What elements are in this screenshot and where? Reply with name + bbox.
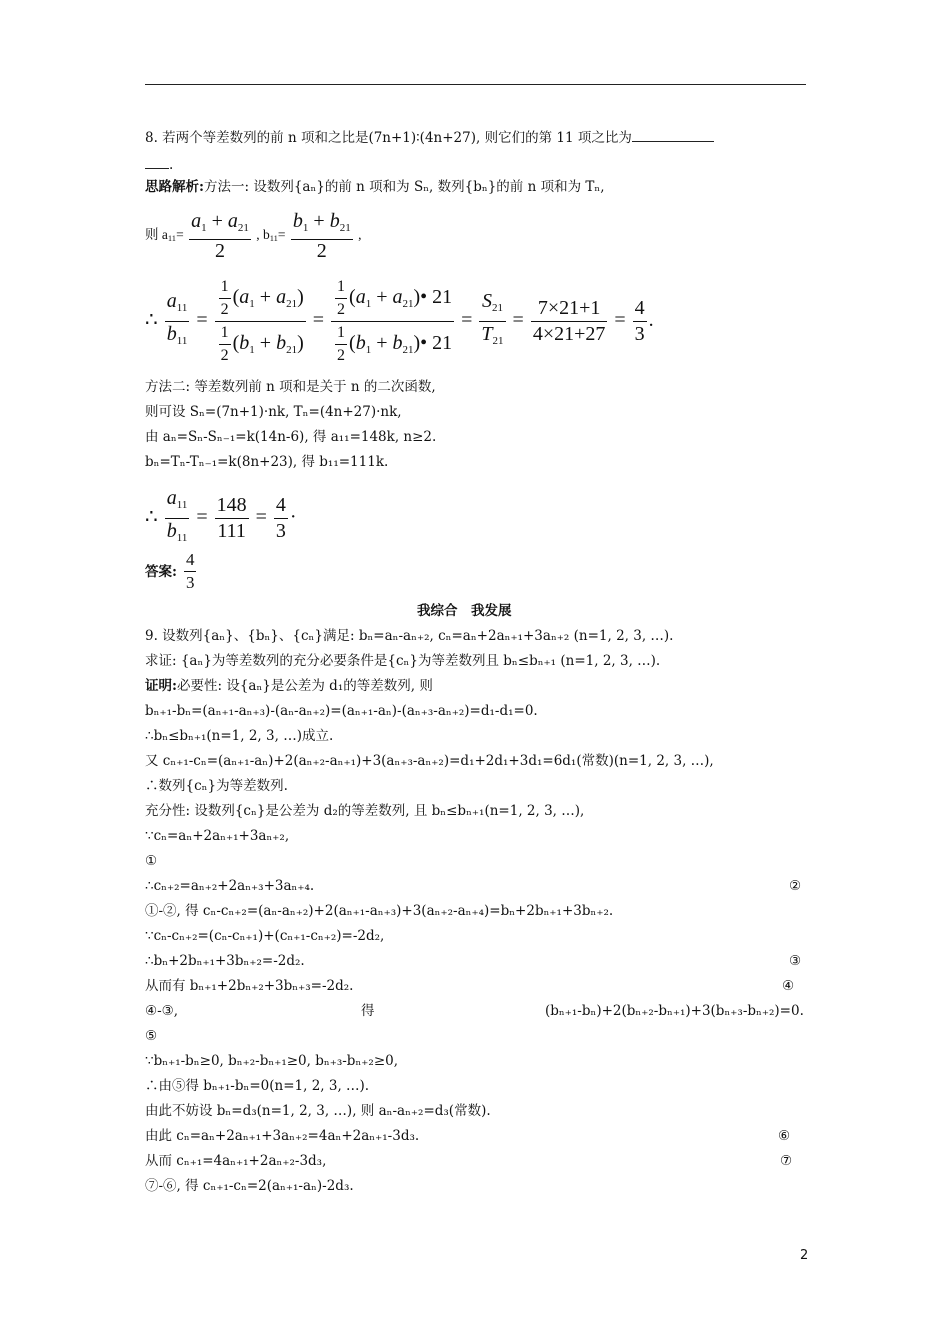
q9-line14: ∴bₙ+2bₙ₊₁+3bₙ₊₂=-2d₂.	[145, 953, 305, 969]
q9-line17: ⑤	[145, 1028, 158, 1044]
eq-tag-7: ⑦	[780, 1153, 793, 1169]
q8-answer: 答案: $\frac{4}{3}$	[145, 550, 195, 592]
q9-line21: 由此 cₙ=aₙ+2aₙ₊₁+3aₙ₊₂=4aₙ+2aₙ₊₁-3d₃.	[145, 1128, 420, 1144]
q9-line15: 从而有 bₙ₊₁+2bₙ₊₂+3bₙ₊₃=-2d₂.	[145, 978, 354, 994]
q9-line16b: 得	[361, 1003, 375, 1019]
q9-line19: ∴由⑤得 bₙ₊₁-bₙ=0(n=1, 2, 3, …).	[145, 1078, 370, 1094]
page-number: 2	[800, 1248, 809, 1263]
q9-line10: ①	[145, 853, 158, 869]
q9-line20: 由此不妨设 bₙ=d₃(n=1, 2, 3, …), 则 aₙ-aₙ₊₂=d₃(常数).	[145, 1103, 491, 1119]
q8-analysis: 思路解析:方法一: 设数列{aₙ}的前 n 项和为 Sₙ, 数列{bₙ}的前 n 项和为 Tₙ,	[145, 179, 605, 195]
q8-line1: 8. 若两个等差数列的前 n 项和之比是(7n+1)∶(4n+27), 则它们的第 11 项之比为	[145, 127, 714, 147]
q9-line7: ∴数列{cₙ}为等差数列.	[145, 778, 288, 794]
eq-tag-3: ③	[789, 953, 802, 969]
q9-line1: 9. 设数列{aₙ}、{bₙ}、{cₙ}满足: bₙ=aₙ-aₙ₊₂, cₙ=aₙ+2aₙ₊₁+3aₙ₊₂ (n=1, 2, 3, …).	[145, 628, 674, 644]
q9-line22: 从而 cₙ₊₁=4aₙ₊₁+2aₙ₊₂-3d₃,	[145, 1153, 327, 1169]
q8-method2-line1: 方法二: 等差数列前 n 项和是关于 n 的二次函数,	[145, 379, 436, 395]
q9-line2: 求证: {aₙ}为等差数列的充分必要条件是{cₙ}为等差数列且 bₙ≤bₙ₊₁ (n=1, 2, 3, …).	[145, 653, 661, 669]
eq-tag-4: ④	[782, 978, 795, 994]
q9-line4: bₙ₊₁-bₙ=(aₙ₊₁-aₙ₊₃)-(aₙ-aₙ₊₂)=(aₙ₊₁-aₙ)-(aₙ₊₃-aₙ₊₂)=d₁-d₁=0.	[145, 703, 538, 719]
q9-line6: 又 cₙ₊₁-cₙ=(aₙ₊₁-aₙ)+2(aₙ₊₂-aₙ₊₁)+3(aₙ₊₃-aₙ₊₂)=d₁+2d₁+3d₁=6d₁(常数)(n=1, 2, 3, …),	[145, 753, 714, 769]
header-rule	[145, 84, 806, 85]
method2-result: ∴ $\frac{a_{11}}{b_{11}}$ = $\frac{148}{111}$ = $\frac{4}{3}$ ·	[145, 487, 297, 544]
q9-line8: 充分性: 设数列{cₙ}是公差为 d₂的等差数列, 且 bₙ≤bₙ₊₁(n=1, 2, 3, …),	[145, 803, 585, 819]
eq-tag-2: ②	[789, 878, 802, 894]
q8-line2: .	[145, 154, 173, 174]
a11-b11-formula: 则 $a_{11}=$ $\frac{a_1 + a_{21}}{2}$ , $b_{11}=$ $\frac{b_1 + b_{21}}{2}$ ,	[145, 210, 362, 262]
q9-proof: 证明:必要性: 设{aₙ}是公差为 d₁的等差数列, 则	[145, 678, 433, 694]
answer-blank	[632, 127, 714, 142]
ratio-derivation: ∴ $\frac{a_{11}}{b_{11}}$ = $\frac{1}{2}$ $(a_1 + a_{21})$ $\frac{1}{2}$ $(b_1 + b_{21})$ = $\frac{1}{2}$ ($a_1$ + $a_{21})•$ 21 $\frac{1}{2}$ ($b_1$ + $b_{21})•$ 21 = $\frac{S_{21}}{T_{21}}$ = $\frac{7\times 21+1}{4\times 21+27}$ = $\frac{4}{3}$ .	[145, 278, 654, 364]
q9-line9: ∵cₙ=aₙ+2aₙ₊₁+3aₙ₊₂,	[145, 828, 290, 844]
q9-line13: ∵cₙ-cₙ₊₂=(cₙ-cₙ₊₁)+(cₙ₊₁-cₙ₊₂)=-2d₂,	[145, 928, 385, 944]
q9-line11: ∴cₙ₊₂=aₙ₊₂+2aₙ₊₃+3aₙ₊₄.	[145, 878, 315, 894]
q9-line16c: (bₙ₊₁-bₙ)+2(bₙ₊₂-bₙ₊₁)+3(bₙ₊₃-bₙ₊₂)=0.	[545, 1003, 804, 1019]
q9-line5: ∴bₙ≤bₙ₊₁(n=1, 2, 3, …)成立.	[145, 728, 334, 744]
q9-line16a: ④-③,	[145, 1003, 179, 1019]
q8-method2-line4: bₙ=Tₙ-Tₙ₋₁=k(8n+23), 得 b₁₁=111k.	[145, 454, 389, 470]
q9-line12: ①-②, 得 cₙ-cₙ₊₂=(aₙ-aₙ₊₂)+2(aₙ₊₁-aₙ₊₃)+3(aₙ₊₂-aₙ₊₄)=bₙ+2bₙ₊₁+3bₙ₊₂.	[145, 903, 614, 919]
q9-line23: ⑦-⑥, 得 cₙ₊₁-cₙ=2(aₙ₊₁-aₙ)-2d₃.	[145, 1178, 354, 1194]
q9-line18: ∵bₙ₊₁-bₙ≥0, bₙ₊₂-bₙ₊₁≥0, bₙ₊₃-bₙ₊₂≥0,	[145, 1053, 399, 1069]
eq-tag-6: ⑥	[778, 1128, 791, 1144]
section-title: 我综合 我发展	[417, 603, 512, 619]
q8-method2-line2: 则可设 Sₙ=(7n+1)·nk, Tₙ=(4n+27)·nk,	[145, 404, 402, 420]
q8-method2-line3: 由 aₙ=Sₙ-Sₙ₋₁=k(14n-6), 得 a₁₁=148k, n≥2.	[145, 429, 437, 445]
